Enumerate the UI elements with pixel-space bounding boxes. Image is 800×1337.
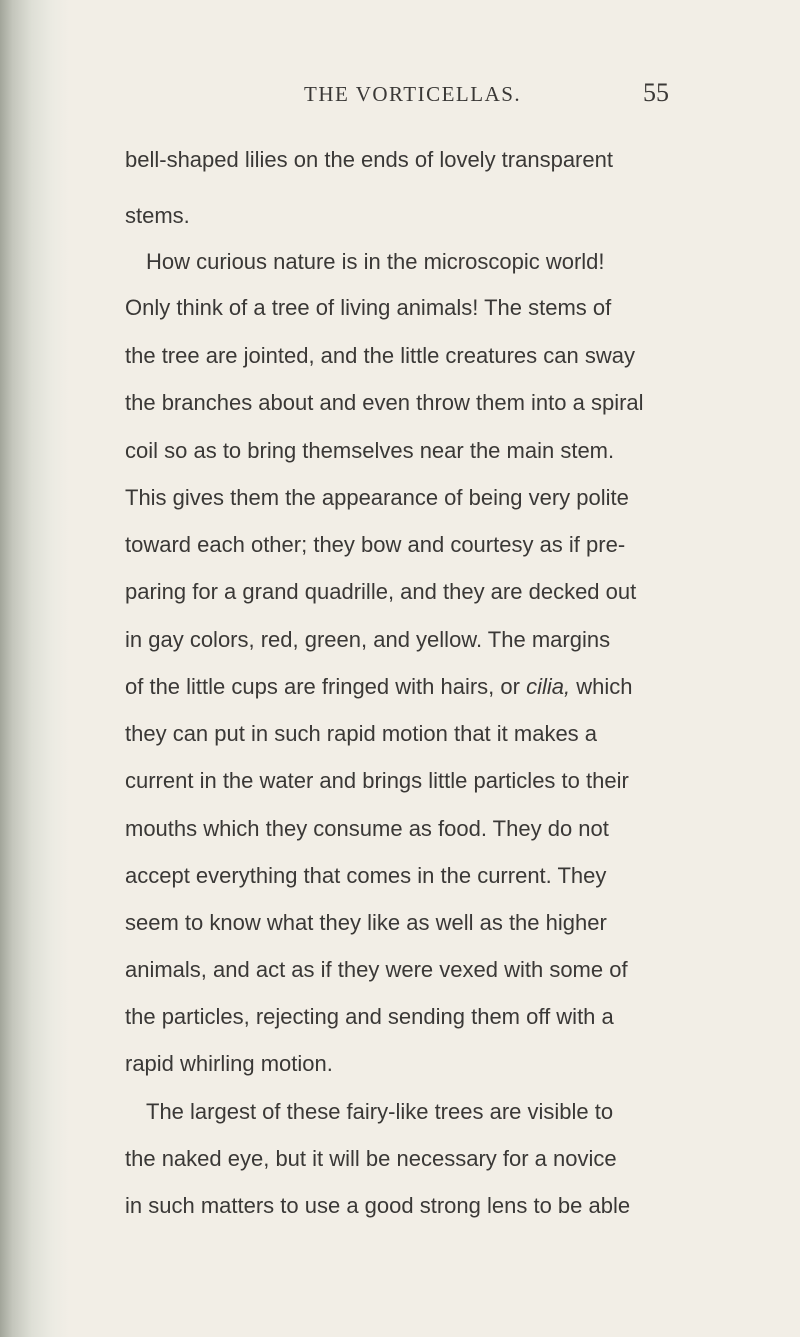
- text-line: in such matters to use a good strong lens to be able: [125, 1193, 631, 1218]
- text-line: in gay colors, red, green, and yellow. The margins: [125, 627, 611, 652]
- running-title: THE VORTICELLAS.: [304, 82, 522, 106]
- text-line: they can put in such rapid motion that it makes a: [125, 721, 598, 746]
- text-run: which: [576, 674, 633, 699]
- text-line: mouths which they consume as food. They do not: [125, 816, 609, 841]
- text-line: the naked eye, but it will be necessary for a novice: [125, 1146, 617, 1171]
- text-line: animals, and act as if they were vexed with some of: [125, 957, 628, 982]
- text-line: the tree are jointed, and the little creatures can sway: [125, 343, 635, 368]
- text-line: This gives them the appearance of being very polite: [125, 485, 629, 510]
- italic-term: cilia,: [526, 674, 571, 699]
- text-line: bell-shaped lilies on the ends of lovely transparent: [125, 147, 613, 172]
- text-line: the particles, rejecting and sending them off with a: [125, 1004, 614, 1029]
- text-line: paring for a grand quadrille, and they are decked out: [125, 579, 637, 604]
- text-run: of the little cups are fringed with hairs, or: [125, 674, 520, 699]
- text-line: stems.: [125, 203, 190, 228]
- text-line: current in the water and brings little particles to their: [125, 768, 629, 793]
- text-line: the branches about and even throw them into a spiral: [125, 390, 644, 415]
- page-number: 55: [643, 78, 669, 107]
- text-line: How curious nature is in the microscopic world!: [146, 249, 605, 274]
- text-line: coil so as to bring themselves near the main stem.: [125, 438, 615, 463]
- text-line: seem to know what they like as well as the higher: [125, 910, 607, 935]
- text-line: Only think of a tree of living animals! The stems of: [125, 295, 612, 320]
- text-line: toward each other; they bow and courtesy as if pre-: [125, 532, 626, 557]
- text-line: [125, 673, 632, 701]
- text-line: accept everything that comes in the current. They: [125, 863, 607, 888]
- text-line: The largest of these fairy-like trees are visible to: [146, 1099, 614, 1124]
- text-line: rapid whirling motion.: [125, 1051, 333, 1076]
